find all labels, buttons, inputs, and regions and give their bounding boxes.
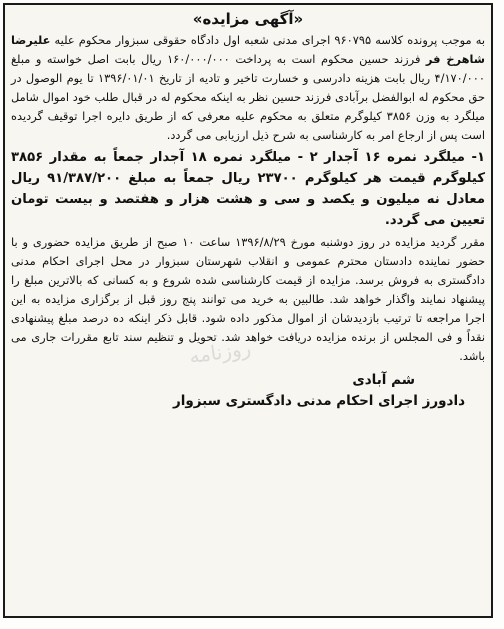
newspaper-watermark: روزنامه <box>187 335 253 369</box>
property-item-1: ۱- میلگرد نمره ۱۶ آجدار ۲ - میلگرد نمره ۱۸ آجدار جمعاً به مقدار ۳۸۵۶ کیلوگرم قیمت هر کیلوگرم ۲۳۷۰۰ ریال جمعاً به مبلغ ۹۱/۳۸۷/۲۰۰ ریال معادل نه میلیون و یکصد و سی و هشت هزار و هفتصد و بیست تومان تعیین می گردد. <box>11 150 485 228</box>
auction-notice <box>3 3 493 618</box>
notice-paragraph-1 <box>11 31 485 145</box>
signer-name: شم آبادی <box>352 372 415 388</box>
paragraph-1-body: فرزند حسین محکوم است به پرداخت ۱۶۰/۰۰۰/۰۰۰ ریال بابت اصل خواسته و مبلغ ۴/۱۷۰/۰۰۰ ریال بابت هزینه دادرسی و خسارت تاخیر و تادیه از تاریخ ۱۳۹۶/۰۱/۰۱ تا یوم الوصول در حق محکوم له ابوالفضل برآبادی فرزند حسین نظر به اینکه محکوم له در قبال طلب خود اموال شامل میلگرد به وزن ۳۸۵۶ کیلوگرم متعلق به محکوم علیه معرفی که از طریق دایره اجرا توقیف گردیده است پس از ارجاع امر به کارشناسی به شرح ذیل ارزیابی می گردد. <box>11 52 485 142</box>
signer-title: دادورز اجرای احکام مدنی دادگستری سبزوار <box>172 393 465 409</box>
notice-title: «آگهی مزایده» <box>192 10 304 28</box>
debtor-name: علیرضا شاهرخ فر <box>11 33 486 66</box>
paragraph-1-lead: به موجب پرونده کلاسه ۹۶۰۷۹۵ اجرای مدنی شعبه اول دادگاه حقوقی سبزوار محکوم علیه <box>50 33 485 47</box>
notice-paragraph-2: مقرر گردید مزایده در روز دوشنبه مورخ ۱۳۹۶/۸/۲۹ ساعت ۱۰ صبح از طریق مزایده حضوری و با حضور نماینده دادستان محترم عمومی و انقلاب شهرستان سبزوار در محل اجرای احکام مدنی دادگستری به فروش برسد. مزایده از قیمت کارشناسی شده شروع و به کسانی که بالاترین مبلغ را پیشنهاد نمایند واگذار خواهد شد. طالبین به خرید می توانند پنج روز قبل از برگزاری مزایده به این اجرا مراجعه تا ترتیب بازدیدشان از اموال مذکور داده شود. قابل ذکر اینکه ده درصد مبلغ پیشنهادی نقداً و فی المجلس از برنده مزایده دریافت خواهد شد. تحویل و تنظیم سند تابع مقررات جاری می باشد. <box>11 235 485 363</box>
